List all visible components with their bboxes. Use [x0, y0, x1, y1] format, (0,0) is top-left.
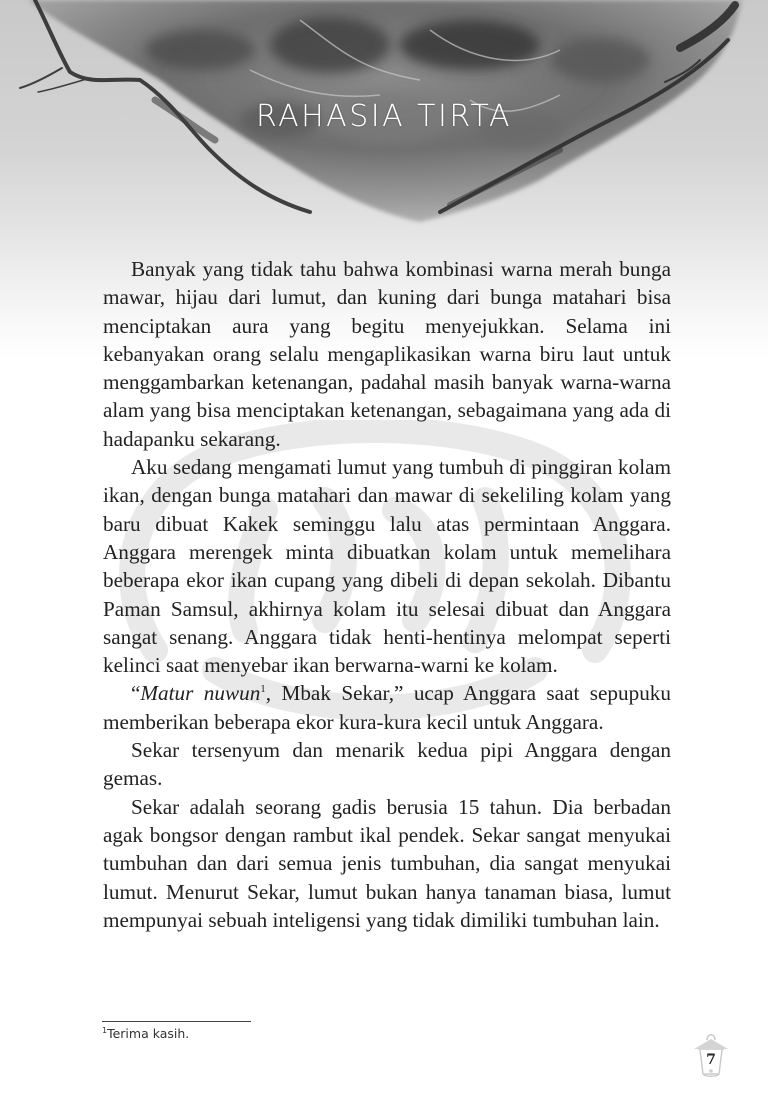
open-quote: “: [131, 681, 141, 706]
chapter-title: RAHASIA TIRTA: [255, 99, 513, 134]
italic-phrase: Matur nuwun: [140, 681, 261, 706]
footnote-divider: [102, 1021, 251, 1022]
paragraph-rest: , Mbak Sekar,” ucap Anggara saat sepupuku memberikan beberapa ekor kura-kura kecil untuk Anggara.: [103, 681, 671, 734]
footnote: [102, 1026, 189, 1041]
page-number: 7: [706, 1052, 716, 1068]
paragraph: [103, 679, 671, 736]
footnote-number: 1: [102, 1025, 108, 1035]
paragraph: Banyak yang tidak tahu bahwa kombinasi warna merah bunga mawar, hijau dari lumut, dan kuning dari bunga matahari bisa menciptakan aura yang begitu menyejukkan. Selama ini kebanyakan orang selalu mengaplikasikan warna biru laut untuk menggambarkan ketenangan, padahal masih banyak warna-warna alam yang bisa menciptakan ketenangan, sebagaimana yang ada di hadapanku sekarang.: [103, 257, 671, 451]
paragraph: Aku sedang mengamati lumut yang tumbuh di pinggiran kolam ikan, dengan bunga matahari dan mawar di sekeliling kolam yang baru dibuat Kakek seminggu lalu atas permintaan Anggara. Anggara merengek minta dibuatkan kolam untuk memelihara beberapa ekor ikan cupang yang dibeli di depan sekolah. Dibantu Paman Samsul, akhirnya kolam itu selesai dibuat dan Anggara sangat senang. Anggara tidak henti-hentinya melompat seperti kelinci saat menyebar ikan berwarna-warni ke kolam.: [103, 455, 671, 678]
body-text: [103, 255, 671, 934]
footnote-reference[interactable]: 1: [260, 683, 266, 696]
paragraph: Sekar tersenyum dan menarik kedua pipi Anggara dengan gemas.: [103, 738, 671, 791]
paragraph: Sekar adalah seorang gadis berusia 15 tahun. Dia berbadan agak bongsor dengan rambut ikal pendek. Sekar sangat menyukai tumbuhan dan dari semua jenis tumbuhan, dia sangat menyukai lumut. Menurut Sekar, lumut bukan hanya tanaman biasa, lumut mempunyai sebuah inteligensi yang tidak dimiliki tumbuhan lain.: [103, 794, 671, 932]
footnote-text: Terima kasih.: [107, 1026, 190, 1041]
